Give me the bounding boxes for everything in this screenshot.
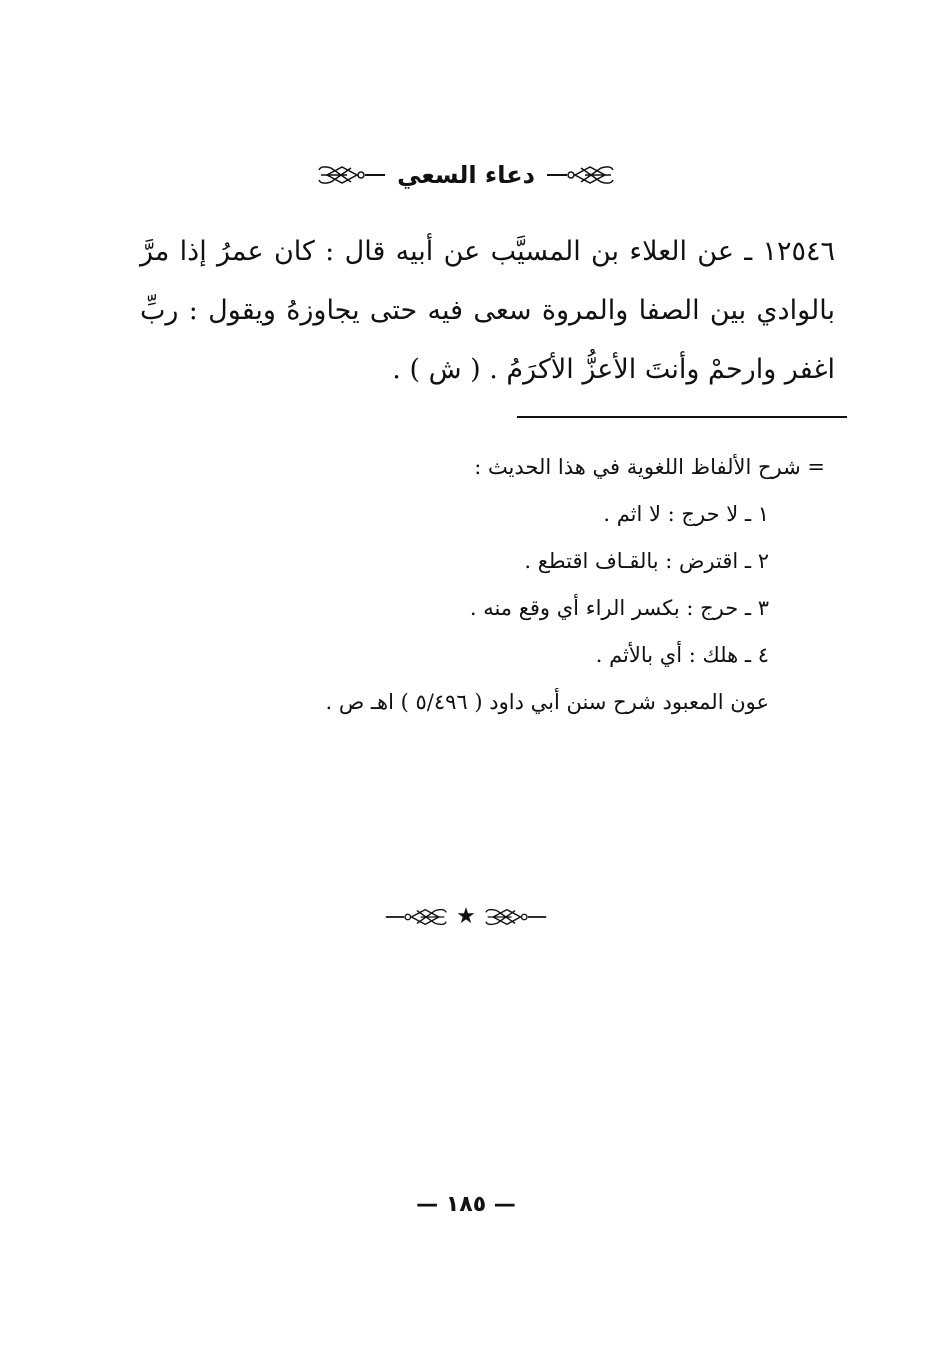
footnote-item: ٢ ـ اقترض : بالقـاف اقتطع .: [524, 549, 769, 573]
left-flourish-icon: [384, 906, 448, 928]
end-ornament: [0, 897, 932, 937]
page-number: — ١٨٥ —: [416, 1192, 516, 1217]
footnote-divider: [517, 416, 847, 418]
left-flourish-icon: [317, 164, 387, 186]
footnote-heading: = شرح الألفاظ اللغوية في هذا الحديث :: [474, 455, 825, 479]
footnotes: [140, 444, 825, 726]
section-title: دعاء السعي: [397, 161, 535, 189]
footnote-item: ٣ ـ حرج : بكسر الراء أي وقع منه .: [469, 596, 769, 620]
hadith-text: ١٢٥٤٦ ـ عن العلاء بن المسيَّب عن أبيه قال : كان عمرُ إذا مرَّ بالوادي بين الصفا والمروة سعى فيه حتى يجاوزهُ ويقول : ربِّ اغفر وارحمْ وأنتَ الأعزُّ الأكرَمُ . ( ش ) .: [140, 236, 835, 385]
footnote-item: ٤ ـ هلك : أي بالأثم .: [595, 643, 769, 667]
star-icon: ★: [456, 904, 476, 929]
right-flourish-icon: [545, 164, 615, 186]
section-header: [0, 150, 932, 200]
footnote-source: عون المعبود شرح سنن أبي داود ( ٥/٤٩٦ ) اهـ ص .: [325, 690, 769, 714]
footnote-item: ١ ـ لا حرج : لا اثم .: [603, 502, 769, 526]
right-flourish-icon: [484, 906, 548, 928]
